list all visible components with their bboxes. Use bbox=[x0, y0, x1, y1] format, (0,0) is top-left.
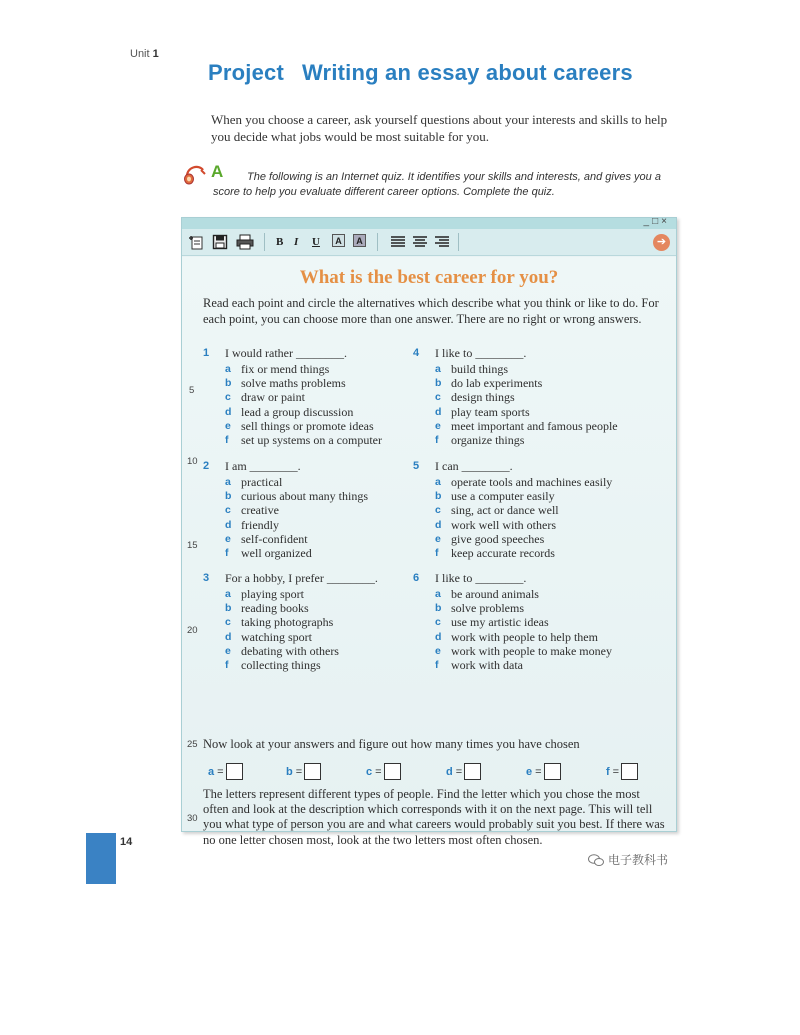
option-letter: b bbox=[225, 490, 232, 503]
tally-box[interactable] bbox=[304, 763, 321, 780]
option-text: watching sport bbox=[241, 629, 312, 644]
option-letter: b bbox=[435, 602, 442, 615]
option-letter: d bbox=[435, 405, 442, 418]
question-number: 5 bbox=[413, 460, 420, 472]
option-letter: f bbox=[225, 433, 229, 446]
tally-letter: f bbox=[606, 765, 610, 778]
option-letter: f bbox=[435, 658, 439, 671]
tally-letter: c bbox=[366, 765, 373, 778]
option-text: use a computer easily bbox=[451, 489, 555, 504]
option-text: collecting things bbox=[241, 657, 321, 672]
option-letter: e bbox=[435, 419, 441, 432]
tally-a: a = bbox=[208, 763, 243, 780]
wechat-icon bbox=[588, 854, 604, 866]
quiz-title: What is the best career for you? bbox=[299, 267, 559, 288]
option-text: work with data bbox=[451, 657, 523, 672]
question-number: 3 bbox=[203, 572, 210, 584]
tally-box[interactable] bbox=[464, 763, 481, 780]
question-text: I am ________. bbox=[225, 459, 301, 473]
tally-d: d = bbox=[446, 763, 481, 780]
option-letter: e bbox=[435, 644, 441, 657]
title-topic: Writing an essay about careers bbox=[301, 60, 633, 85]
option-letter: b bbox=[435, 490, 442, 503]
option-text: work with people to make money bbox=[451, 643, 612, 658]
option-text: solve problems bbox=[451, 601, 524, 616]
option-letter: a bbox=[225, 588, 231, 600]
option-letter: c bbox=[225, 391, 231, 404]
align-right-icon[interactable] bbox=[434, 234, 450, 250]
underline-button[interactable]: U bbox=[312, 236, 320, 248]
unit-word: Unit bbox=[130, 48, 150, 60]
option-text: solve maths problems bbox=[241, 376, 346, 391]
line-number: 25 bbox=[187, 739, 198, 750]
tally-letter: a bbox=[208, 765, 215, 778]
option-letter: a bbox=[435, 476, 441, 488]
line-number: 20 bbox=[187, 625, 198, 636]
option-text: play team sports bbox=[451, 404, 530, 419]
tally-box[interactable] bbox=[384, 763, 401, 780]
align-center-icon[interactable] bbox=[412, 234, 428, 250]
option-text: work with people to help them bbox=[451, 629, 598, 644]
option-text: friendly bbox=[241, 517, 279, 532]
option-text: do lab experiments bbox=[451, 376, 543, 391]
option-text: curious about many things bbox=[241, 489, 368, 504]
tally-box[interactable] bbox=[621, 763, 638, 780]
intro-paragraph: When you choose a career, ask yourself questions about your interests and skills to help you decide what jobs would be most suitable for you. bbox=[211, 112, 668, 144]
page-title bbox=[208, 60, 633, 86]
option-text: be around animals bbox=[451, 587, 539, 601]
bold-button[interactable]: B bbox=[276, 236, 284, 248]
page-tab bbox=[86, 833, 116, 884]
option-letter: a bbox=[225, 476, 231, 488]
option-text: set up systems on a computer bbox=[241, 432, 382, 447]
tally-b: b = bbox=[286, 763, 321, 780]
question-text: I like to ________. bbox=[435, 571, 527, 585]
option-letter: e bbox=[225, 419, 231, 432]
option-letter: c bbox=[435, 391, 441, 404]
option-text: organize things bbox=[451, 432, 525, 447]
save-icon[interactable] bbox=[212, 234, 228, 250]
quiz-instructions: Read each point and circle the alternatives which describe what you think or like to do. For each point, you can choose more than one answer. There are no right or wrong answers. bbox=[203, 296, 659, 326]
headset-icon bbox=[183, 162, 209, 186]
watermark-text: 电子教科书 bbox=[608, 853, 669, 867]
section-letter: A bbox=[211, 162, 224, 181]
option-letter: e bbox=[225, 532, 231, 545]
tally-letter: d bbox=[446, 765, 453, 778]
question-number: 2 bbox=[203, 460, 210, 472]
option-letter: c bbox=[435, 504, 441, 517]
option-letter: f bbox=[435, 546, 439, 559]
quiz-content bbox=[182, 257, 676, 847]
option-text: design things bbox=[451, 390, 515, 405]
unit-number: 1 bbox=[152, 48, 159, 60]
option-letter: d bbox=[435, 518, 442, 531]
option-letter: d bbox=[225, 518, 232, 531]
option-letter: a bbox=[225, 363, 231, 375]
tally-c: c = bbox=[366, 763, 401, 780]
line-number: 10 bbox=[187, 456, 198, 467]
print-icon[interactable] bbox=[236, 234, 254, 250]
tally-letter: e bbox=[526, 765, 533, 778]
tally-box[interactable] bbox=[544, 763, 561, 780]
option-text: give good speeches bbox=[451, 531, 545, 546]
line-number: 15 bbox=[187, 540, 198, 551]
explanation-paragraph: The letters represent different types of people. Find the letter which you chose the most often and look at the description which corresponds with it on the next page. This will tell you what type of person you are and what careers would probably suit you best. If there was no one letter chosen most, look at the two letters most often chosen. bbox=[203, 787, 665, 847]
title-project: Project bbox=[208, 60, 284, 85]
question-number: 6 bbox=[413, 572, 420, 584]
option-letter: e bbox=[435, 532, 441, 545]
quiz-window bbox=[181, 216, 677, 847]
question-text: I would rather ________. bbox=[225, 346, 347, 360]
new-document-icon[interactable] bbox=[188, 234, 204, 250]
option-letter: b bbox=[225, 602, 232, 615]
option-letter: e bbox=[225, 644, 231, 657]
tally-e: e = bbox=[526, 763, 561, 780]
option-text: use my artistic ideas bbox=[451, 615, 549, 630]
window-controls[interactable]: _□× bbox=[643, 216, 670, 227]
option-letter: f bbox=[225, 658, 229, 671]
question-number: 4 bbox=[413, 347, 420, 359]
align-left-icon[interactable] bbox=[390, 234, 406, 250]
question-text: I like to ________. bbox=[435, 346, 527, 360]
line-number: 5 bbox=[189, 385, 195, 396]
option-letter: a bbox=[435, 588, 441, 600]
editor-toolbar bbox=[182, 229, 676, 256]
go-arrow-icon[interactable]: ➔ bbox=[653, 234, 670, 251]
question-text: For a hobby, I prefer ________. bbox=[225, 571, 378, 585]
watermark bbox=[588, 851, 668, 868]
option-text: lead a group discussion bbox=[241, 404, 354, 419]
option-text: well organized bbox=[241, 545, 312, 560]
option-text: operate tools and machines easily bbox=[451, 475, 613, 489]
option-text: work well with others bbox=[451, 517, 556, 532]
option-text: sing, act or dance well bbox=[451, 503, 559, 518]
question-number: 1 bbox=[203, 347, 210, 359]
window-titlebar bbox=[182, 218, 676, 229]
option-text: fix or mend things bbox=[241, 362, 330, 376]
option-text: build things bbox=[451, 362, 509, 376]
option-text: playing sport bbox=[241, 587, 304, 601]
option-letter: d bbox=[225, 630, 232, 643]
option-letter: d bbox=[225, 405, 232, 418]
question-text: I can ________. bbox=[435, 459, 513, 473]
unit-label bbox=[130, 48, 159, 60]
option-text: draw or paint bbox=[241, 390, 305, 405]
tally-f: f = bbox=[606, 763, 638, 780]
tally-instruction: Now look at your answers and figure out how many times you have chosen bbox=[203, 737, 580, 751]
option-letter: c bbox=[435, 616, 441, 629]
option-letter: c bbox=[225, 504, 231, 517]
option-letter: b bbox=[225, 377, 232, 390]
option-text: taking photographs bbox=[241, 615, 334, 630]
option-text: sell things or promote ideas bbox=[241, 418, 374, 433]
italic-button[interactable]: I bbox=[294, 236, 299, 248]
option-letter: b bbox=[435, 377, 442, 390]
option-text: self-confident bbox=[241, 531, 308, 546]
tally-letter: b bbox=[286, 765, 293, 778]
option-text: keep accurate records bbox=[451, 545, 555, 560]
page-number: 14 bbox=[120, 836, 133, 848]
section-a-instruction: The following is an Internet quiz. It identifies your skills and interests, and gives you a score to help you evaluate different career options. Complete the quiz. bbox=[213, 171, 661, 198]
option-letter: d bbox=[435, 630, 442, 643]
option-text: meet important and famous people bbox=[451, 418, 618, 433]
option-letter: c bbox=[225, 616, 231, 629]
option-letter: f bbox=[435, 433, 439, 446]
option-letter: f bbox=[225, 546, 229, 559]
option-text: creative bbox=[241, 503, 279, 518]
highlight-button[interactable]: A bbox=[353, 234, 366, 247]
option-letter: a bbox=[435, 363, 441, 375]
font-color-button[interactable]: A bbox=[332, 234, 345, 247]
option-text: practical bbox=[241, 475, 283, 489]
option-text: reading books bbox=[241, 601, 309, 616]
option-text: debating with others bbox=[241, 643, 339, 658]
tally-box[interactable] bbox=[226, 763, 243, 780]
line-number: 30 bbox=[187, 813, 198, 824]
